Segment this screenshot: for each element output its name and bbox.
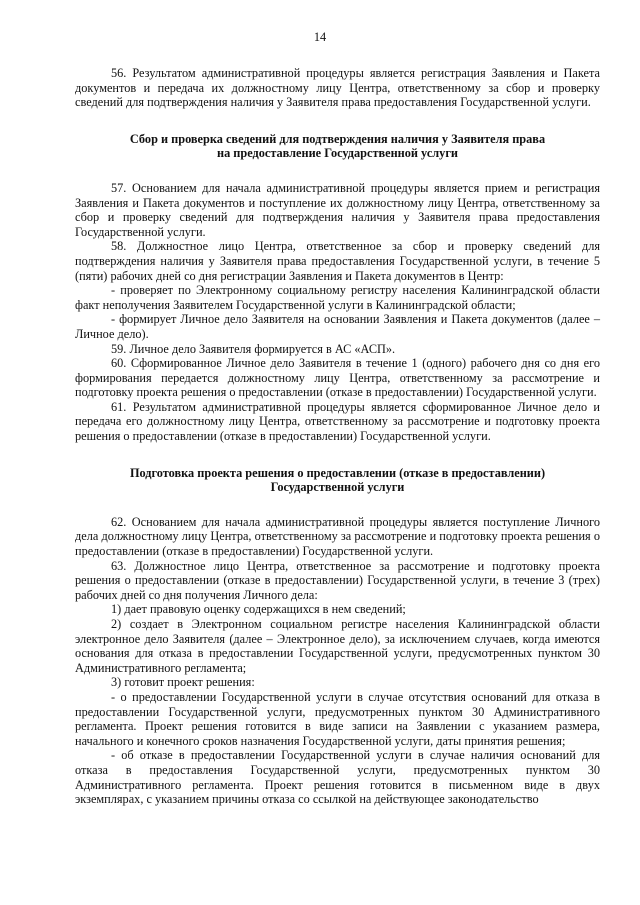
- paragraph-56: 56. Результатом административной процедуры является регистрация Заявления и Пакета документов и передача их должностному лицу Центра, ответственному за сбор и проверку сведений для подтверждения наличия у Заявителя права предоставления Государственной услуги.: [75, 66, 600, 110]
- paragraph-63-item-3-grant: - о предоставлении Государственной услуги в случае отсутствия оснований для отказа в предоставлении Государственной услуги, предусмотренных пунктом 30 Административного регламента. Проект решения готовится в виде записи на Заявлении с указанием размера, начального и конечного сроков назначения Государственной услуги, даты принятия решения;: [75, 689, 600, 748]
- paragraph-58-item-form-file: - формирует Личное дело Заявителя на основании Заявления и Пакета документов (далее – Личное дело).: [75, 312, 600, 341]
- section-heading-line: Подготовка проекта решения о предоставлении (отказе в предоставлении): [129, 465, 546, 480]
- paragraph-60: 60. Сформированное Личное дело Заявителя в течение 1 (одного) рабочего дня со дня его формирования передается должностному лицу Центра, ответственному за рассмотрение и подготовку проекта решения о предоставлении (отказе в предоставлении) Государственной услуги.: [75, 356, 600, 400]
- paragraph-63: 63. Должностное лицо Центра, ответственное за рассмотрение и подготовку проекта решения о предоставлении (отказе в предоставлении) Государственной услуги, в течение 3 (трех) рабочих дней со дня получения Личного дела:: [75, 558, 600, 602]
- page-number: 14: [313, 30, 327, 44]
- paragraph-62: 62. Основанием для начала административной процедуры является поступление Личного дела должностному лицу Центра, ответственному за рассмотрение и подготовку проекта решения о предоставлении (отказе в предоставлении) Государственной услуги.: [75, 514, 600, 559]
- paragraph-58-item-check-register: - проверяет по Электронному социальному регистру населения Калининградской области факт неполучения Заявителем Государственной услуги в Калининградской области;: [75, 283, 600, 312]
- document-body: [75, 66, 600, 807]
- section-heading-line: на предоставление Государственной услуги: [216, 146, 459, 161]
- section-heading-line: Государственной услуги: [270, 480, 405, 495]
- paragraph-59: 59. Личное дело Заявителя формируется в АС «АСП».: [111, 341, 396, 356]
- paragraph-63-item-2: 2) создает в Электронном социальном регистре населения Калининградской области электронное дело Заявителя (далее – Электронное дело), за исключением случаев, когда имеются основания для отказа в предоставлении Государственной услуги, предусмотренных пунктом 30 Административного регламента;: [75, 617, 600, 675]
- section-heading-collection-verification: [75, 132, 600, 161]
- paragraph-57: 57. Основанием для начала административной процедуры является прием и регистрация Заявления и Пакета документов и поступление их должностному лицу Центра, ответственному за сбор и проверку сведений для подтверждения наличия у Заявителя права предоставления Государственной услуги.: [75, 180, 600, 239]
- paragraph-61: 61. Результатом административной процедуры является сформированное Личное дело и передача его должностному лицу Центра, ответственному за рассмотрение и подготовку проекта решения о предоставлении (отказе в предоставлении) Государственной услуги.: [75, 399, 600, 444]
- paragraph-63-item-3-refusal: - об отказе в предоставлении Государственной услуги в случае наличия оснований для отказа в предоставления Государственной услуги, предусмотренных пунктом 30 Административного регламента. Проект решения готовится в письменном виде в двух экземплярах, с указанием причины отказа со ссылкой на действующее законодательство: [75, 748, 600, 807]
- paragraph-58: 58. Должностное лицо Центра, ответственное за сбор и проверку сведений для подтверждения наличия у Заявителя права предоставления Государственной услуги, в течение 5 (пяти) рабочих дней со дня регистрации Заявления и Пакета документов в Центр:: [75, 239, 600, 283]
- paragraph-63-item-1: 1) дает правовую оценку содержащихся в нем сведений;: [111, 602, 406, 617]
- section-heading-draft-decision: [75, 466, 600, 495]
- paragraph-63-item-3: 3) готовит проект решения:: [111, 675, 255, 690]
- section-heading-line: Сбор и проверка сведений для подтверждения наличия у Заявителя права: [129, 131, 546, 146]
